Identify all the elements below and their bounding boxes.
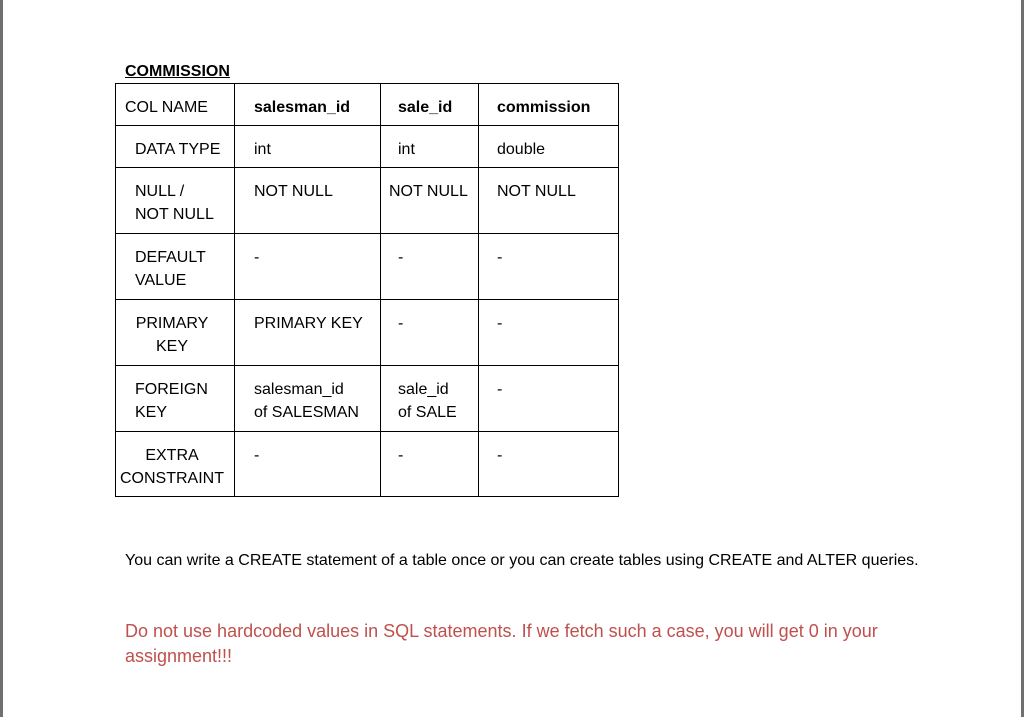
page-left-edge bbox=[0, 0, 3, 717]
cell-foreign-key-sale-id bbox=[381, 366, 479, 432]
cell-extra-constraint-sale-id bbox=[381, 432, 479, 497]
cell-text: - bbox=[254, 447, 260, 464]
cell-text: sale_id bbox=[398, 381, 449, 398]
cell-primary-key-commission bbox=[479, 300, 619, 366]
cell-null-not-null-salesman-id bbox=[235, 168, 381, 234]
row-label-text: KEY bbox=[135, 404, 168, 421]
cell-data-type-label bbox=[116, 126, 235, 168]
cell-text: int bbox=[254, 141, 271, 158]
row-label-text: COL NAME bbox=[125, 99, 208, 116]
cell-text: of SALE bbox=[398, 404, 457, 421]
cell-default-value-sale-id bbox=[381, 234, 479, 300]
row-label-text: VALUE bbox=[135, 272, 187, 289]
cell-text: - bbox=[497, 249, 503, 266]
table-row-col-name bbox=[116, 84, 619, 126]
cell-col-name-salesman-id bbox=[235, 84, 381, 126]
create-statement-note: You can write a CREATE statement of a table once or you can create tables using CREATE and ALTER queries. bbox=[125, 552, 919, 569]
cell-foreign-key-label bbox=[116, 366, 235, 432]
cell-text: PRIMARY KEY bbox=[254, 315, 363, 332]
cell-text: commission bbox=[497, 99, 591, 116]
cell-text: of SALESMAN bbox=[254, 404, 359, 421]
table-title: COMMISSION bbox=[125, 63, 230, 80]
cell-primary-key-sale-id bbox=[381, 300, 479, 366]
row-label-text: NULL / bbox=[135, 183, 185, 200]
table-row-foreign-key bbox=[116, 366, 619, 432]
cell-text: sale_id bbox=[398, 99, 453, 116]
cell-text: double bbox=[497, 141, 546, 158]
cell-default-value-commission bbox=[479, 234, 619, 300]
cell-text: - bbox=[254, 249, 260, 266]
cell-extra-constraint-commission bbox=[479, 432, 619, 497]
cell-extra-constraint-salesman-id bbox=[235, 432, 381, 497]
row-label-text: PRIMARY bbox=[135, 315, 209, 332]
hardcoded-values-warning: Do not use hardcoded values in SQL statements. If we fetch such a case, you will get 0 in your assignment!!! bbox=[125, 621, 878, 666]
row-label-text: DEFAULT bbox=[135, 249, 206, 266]
cell-foreign-key-salesman-id bbox=[235, 366, 381, 432]
row-label-text: DATA TYPE bbox=[135, 141, 221, 158]
table-row-null-not-null bbox=[116, 168, 619, 234]
cell-data-type-salesman-id bbox=[235, 126, 381, 168]
cell-primary-key-salesman-id bbox=[235, 300, 381, 366]
cell-text: salesman_id bbox=[254, 381, 344, 398]
row-label-text: NOT NULL bbox=[135, 206, 214, 223]
cell-text: - bbox=[497, 315, 503, 332]
cell-text: - bbox=[398, 249, 404, 266]
cell-null-not-null-label bbox=[116, 168, 235, 234]
cell-text: salesman_id bbox=[254, 99, 351, 116]
cell-extra-constraint-label bbox=[116, 432, 235, 497]
table-row-data-type bbox=[116, 126, 619, 168]
cell-col-name-label bbox=[116, 84, 235, 126]
cell-text: NOT NULL bbox=[389, 183, 468, 200]
row-label-text: KEY bbox=[155, 338, 188, 355]
cell-primary-key-label bbox=[116, 300, 235, 366]
table-row-primary-key bbox=[116, 300, 619, 366]
cell-foreign-key-commission bbox=[479, 366, 619, 432]
commission-schema-table bbox=[115, 83, 619, 497]
cell-col-name-sale-id bbox=[381, 84, 479, 126]
cell-null-not-null-commission bbox=[479, 168, 619, 234]
cell-text: int bbox=[398, 141, 415, 158]
cell-text: - bbox=[398, 447, 404, 464]
cell-default-value-salesman-id bbox=[235, 234, 381, 300]
cell-text: NOT NULL bbox=[497, 183, 576, 200]
cell-text: - bbox=[497, 381, 503, 398]
row-label-text: FOREIGN bbox=[135, 381, 208, 398]
table-row-extra-constraint bbox=[116, 432, 619, 497]
cell-text: - bbox=[497, 447, 503, 464]
cell-null-not-null-sale-id bbox=[381, 168, 479, 234]
cell-col-name-commission bbox=[479, 84, 619, 126]
row-label-text: CONSTRAINT bbox=[120, 470, 224, 487]
row-label-text: EXTRA bbox=[145, 447, 199, 464]
cell-text: - bbox=[398, 315, 404, 332]
cell-text: NOT NULL bbox=[254, 183, 333, 200]
cell-data-type-commission bbox=[479, 126, 619, 168]
cell-default-value-label bbox=[116, 234, 235, 300]
cell-data-type-sale-id bbox=[381, 126, 479, 168]
table-row-default-value bbox=[116, 234, 619, 300]
